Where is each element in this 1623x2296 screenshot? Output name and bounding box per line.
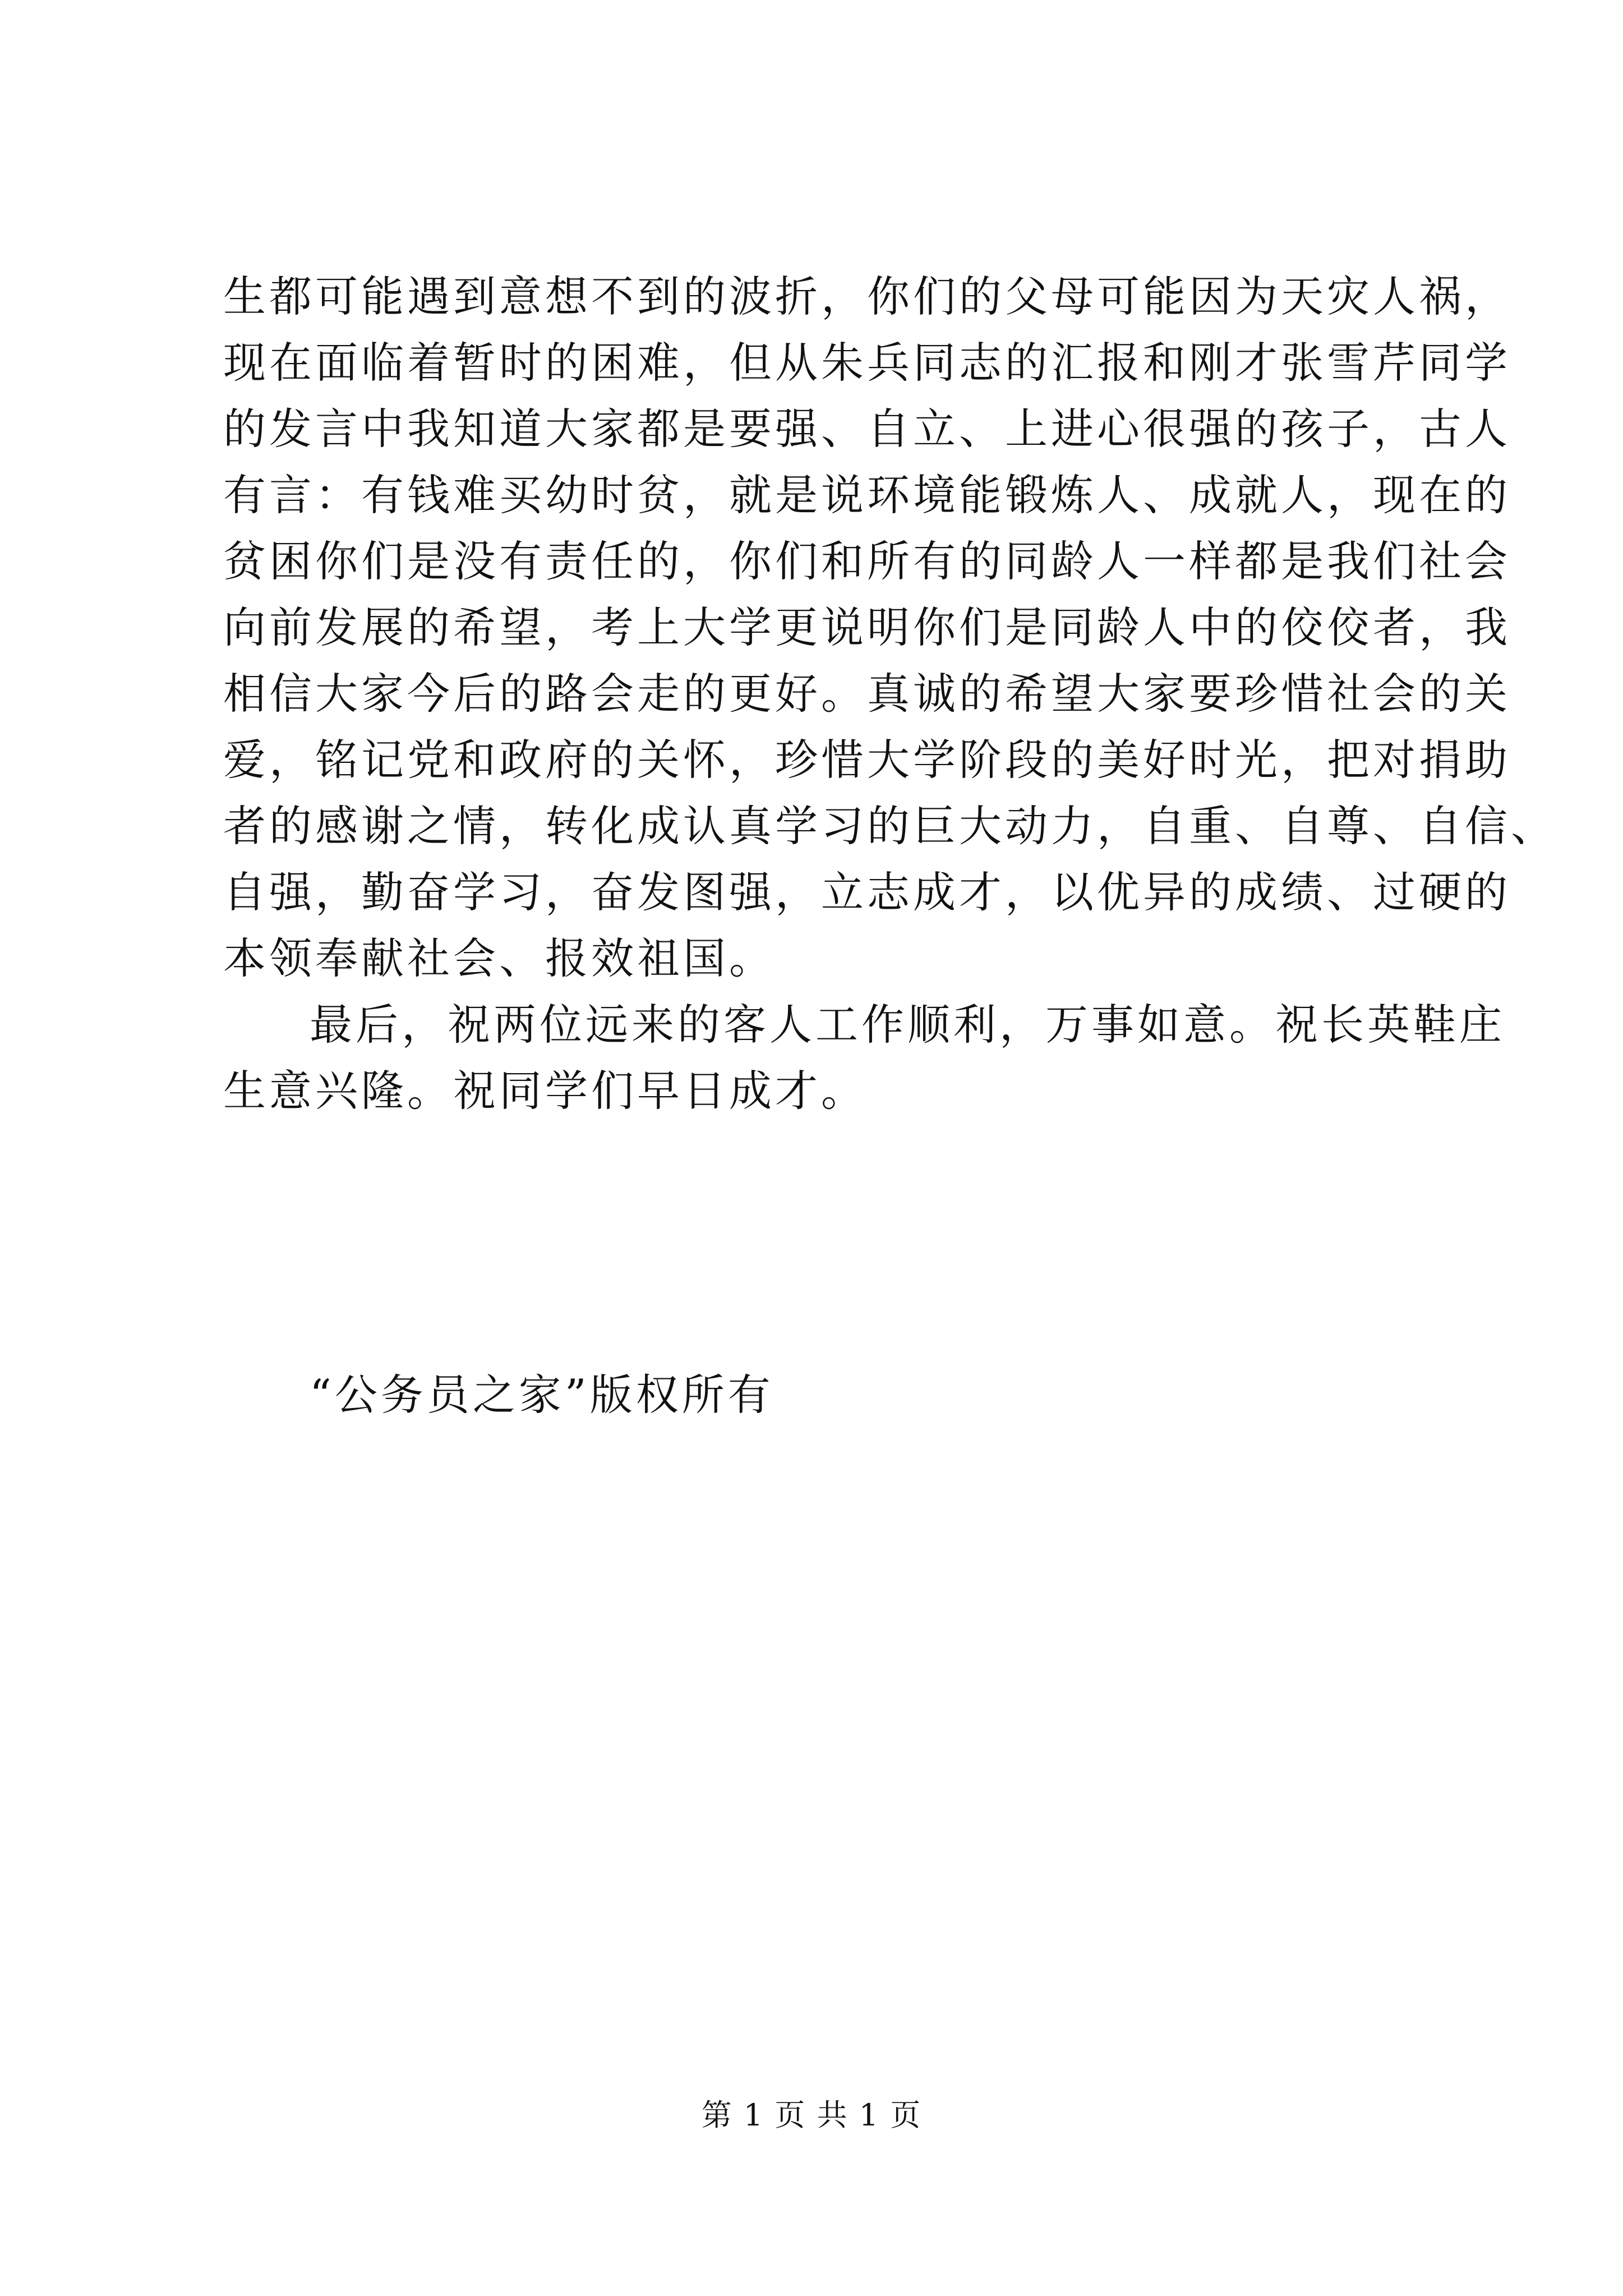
page-footer	[0, 2096, 1623, 2135]
paragraph-1-line-3: 的发言中我知道大家都是要强、自立、上进心很强的孩子，古人	[223, 404, 1511, 454]
paragraph-1-line-10: 自强，勤奋学习，奋发图强，立志成才，以优异的成绩、过硬的	[223, 867, 1511, 917]
paragraph-1-line-6: 向前发展的希望，考上大学更说明你们是同龄人中的佼佼者，我	[223, 602, 1511, 652]
paragraph-1-line-5: 贫困你们是没有责任的，你们和所有的同龄人一样都是我们社会	[223, 536, 1511, 586]
page-number-label: 第 1 页 共 1 页	[701, 2097, 922, 2133]
paragraph-2-line-2: 生意兴隆。祝同学们早日成才。	[223, 1066, 867, 1116]
paragraph-1-line-11: 本领奉献社会、报效祖国。	[223, 933, 775, 983]
paragraph-1-line-4: 有言：有钱难买幼时贫，就是说环境能锻炼人、成就人，现在的	[223, 470, 1511, 520]
paragraph-1-line-7: 相信大家今后的路会走的更好。真诚的希望大家要珍惜社会的关	[223, 669, 1511, 719]
copyright-notice: “公务员之家”版权所有	[310, 1370, 774, 1420]
document-body	[223, 264, 1557, 1124]
paragraph-1-line-8: 爱，铭记党和政府的关怀，珍惜大学阶段的美好时光，把对捐助	[223, 735, 1511, 785]
paragraph-1-line-1: 生都可能遇到意想不到的波折，你们的父母可能因为天灾人祸，	[223, 272, 1511, 321]
paragraph-1-line-9: 者的感谢之情，转化成认真学习的巨大动力，自重、自尊、自信、	[223, 801, 1557, 851]
paragraph-1-line-2: 现在面临着暂时的困难，但从朱兵同志的汇报和刚才张雪芹同学	[223, 338, 1511, 388]
paragraph-2-line-1: 最后，祝两位远来的客人工作顺利，万事如意。祝长英鞋庄	[310, 1000, 1505, 1050]
